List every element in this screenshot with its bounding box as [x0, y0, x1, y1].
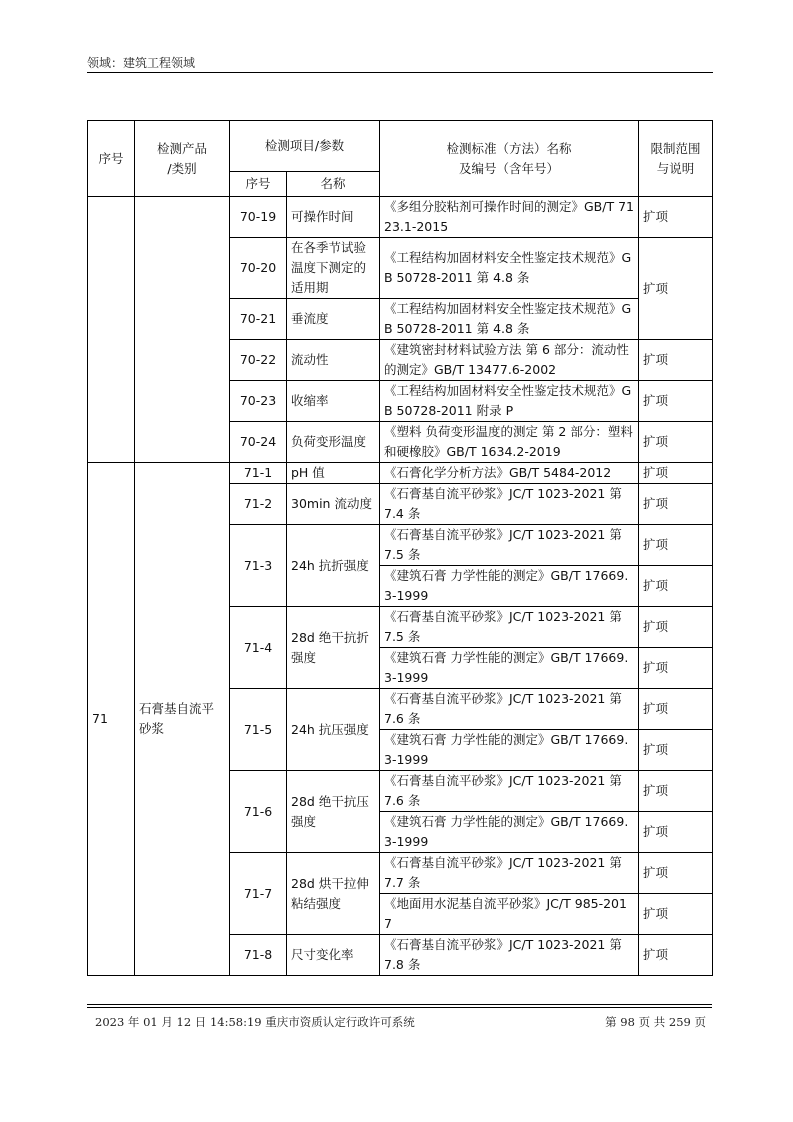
item-name: 可操作时间 — [287, 197, 380, 238]
standard-text: 《建筑石膏 力学性能的测定》GB/T 17669.3-1999 — [380, 566, 639, 607]
limit-text: 扩项 — [639, 607, 713, 648]
limit-text: 扩项 — [639, 566, 713, 607]
standard-text: 《地面用水泥基自流平砂浆》JC/T 985-2017 — [380, 894, 639, 935]
standard-text: 《石膏基自流平砂浆》JC/T 1023-2021 第 7.6 条 — [380, 689, 639, 730]
item-seq: 70-21 — [230, 299, 287, 340]
limit-text: 扩项 — [639, 422, 713, 463]
item-seq: 70-20 — [230, 238, 287, 299]
item-seq: 71-6 — [230, 771, 287, 853]
standard-text: 《工程结构加固材料安全性鉴定技术规范》GB 50728-2011 附录 P — [380, 381, 639, 422]
item-name: 28d 绝干抗折强度 — [287, 607, 380, 689]
limit-text: 扩项 — [639, 894, 713, 935]
item-name: pH 值 — [287, 463, 380, 484]
group-product: 石膏基自流平砂浆 — [135, 463, 230, 976]
standard-text: 《工程结构加固材料安全性鉴定技术规范》GB 50728-2011 第 4.8 条 — [380, 238, 639, 299]
limit-text: 扩项 — [639, 812, 713, 853]
standard-text: 《石膏基自流平砂浆》JC/T 1023-2021 第 7.5 条 — [380, 525, 639, 566]
item-seq: 71-4 — [230, 607, 287, 689]
item-name: 垂流度 — [287, 299, 380, 340]
item-name: 尺寸变化率 — [287, 935, 380, 976]
item-name: 30min 流动度 — [287, 484, 380, 525]
limit-text: 扩项 — [639, 484, 713, 525]
page-header-domain: 领域：建筑工程领域 — [87, 56, 196, 70]
limit-text: 扩项 — [639, 197, 713, 238]
limit-text: 扩项 — [639, 463, 713, 484]
standard-text: 《多组分胶粘剂可操作时间的测定》GB/T 7123.1-2015 — [380, 197, 639, 238]
item-seq: 71-7 — [230, 853, 287, 935]
footer-page-number: 第 98 页 共 259 页 — [605, 1015, 706, 1029]
limit-text: 扩项 — [639, 771, 713, 812]
footer-timestamp-system: 2023 年 01 月 12 日 14:58:19 重庆市资质认定行政许可系统 — [95, 1015, 415, 1029]
limit-text: 扩项 — [639, 935, 713, 976]
col-header-limit: 限制范围 与说明 — [639, 121, 713, 197]
limit-text: 扩项 — [639, 730, 713, 771]
table-bottom-rule — [87, 1004, 712, 1008]
item-name: 28d 烘干拉伸粘结强度 — [287, 853, 380, 935]
limit-text: 扩项 — [639, 648, 713, 689]
standard-text: 《建筑密封材料试验方法 第 6 部分：流动性的测定》GB/T 13477.6-2002 — [380, 340, 639, 381]
limit-text: 扩项 — [639, 525, 713, 566]
group-seq: 71 — [88, 463, 135, 976]
item-name: 在各季节试验温度下测定的适用期 — [287, 238, 380, 299]
col-header-product: 检测产品 /类别 — [135, 121, 230, 197]
scope-table — [87, 120, 713, 976]
item-seq: 71-8 — [230, 935, 287, 976]
col-header-item-group: 检测项目/参数 — [230, 121, 380, 172]
item-name: 24h 抗折强度 — [287, 525, 380, 607]
table-row — [88, 197, 713, 238]
col-header-item-seq: 序号 — [230, 172, 287, 197]
item-seq: 70-19 — [230, 197, 287, 238]
standard-text: 《建筑石膏 力学性能的测定》GB/T 17669.3-1999 — [380, 730, 639, 771]
standard-text: 《建筑石膏 力学性能的测定》GB/T 17669.3-1999 — [380, 812, 639, 853]
item-seq: 71-3 — [230, 525, 287, 607]
limit-text: 扩项 — [639, 689, 713, 730]
standard-text: 《石膏基自流平砂浆》JC/T 1023-2021 第 7.6 条 — [380, 771, 639, 812]
row-seq-empty — [88, 197, 135, 463]
item-seq: 70-24 — [230, 422, 287, 463]
item-name: 收缩率 — [287, 381, 380, 422]
standard-text: 《工程结构加固材料安全性鉴定技术规范》GB 50728-2011 第 4.8 条 — [380, 299, 639, 340]
item-name: 流动性 — [287, 340, 380, 381]
standard-text: 《石膏基自流平砂浆》JC/T 1023-2021 第 7.5 条 — [380, 607, 639, 648]
row-product-empty — [135, 197, 230, 463]
standard-text: 《石膏基自流平砂浆》JC/T 1023-2021 第 7.4 条 — [380, 484, 639, 525]
limit-text: 扩项 — [639, 340, 713, 381]
item-name: 负荷变形温度 — [287, 422, 380, 463]
limit-text: 扩项 — [639, 238, 713, 340]
standard-text: 《塑料 负荷变形温度的测定 第 2 部分：塑料和硬橡胶》GB/T 1634.2-2019 — [380, 422, 639, 463]
limit-text: 扩项 — [639, 853, 713, 894]
item-seq: 71-5 — [230, 689, 287, 771]
standard-text: 《建筑石膏 力学性能的测定》GB/T 17669.3-1999 — [380, 648, 639, 689]
item-seq: 71-2 — [230, 484, 287, 525]
standard-text: 《石膏基自流平砂浆》JC/T 1023-2021 第 7.7 条 — [380, 853, 639, 894]
standard-text: 《石膏化学分析方法》GB/T 5484-2012 — [380, 463, 639, 484]
limit-text: 扩项 — [639, 381, 713, 422]
col-header-item-name: 名称 — [287, 172, 380, 197]
table-row — [88, 463, 713, 484]
item-seq: 70-22 — [230, 340, 287, 381]
standard-text: 《石膏基自流平砂浆》JC/T 1023-2021 第 7.8 条 — [380, 935, 639, 976]
col-header-seq: 序号 — [88, 121, 135, 197]
item-seq: 70-23 — [230, 381, 287, 422]
item-name: 24h 抗压强度 — [287, 689, 380, 771]
col-header-standard: 检测标准（方法）名称 及编号（含年号） — [380, 121, 639, 197]
item-name: 28d 绝干抗压强度 — [287, 771, 380, 853]
header-rule — [87, 72, 713, 73]
item-seq: 71-1 — [230, 463, 287, 484]
